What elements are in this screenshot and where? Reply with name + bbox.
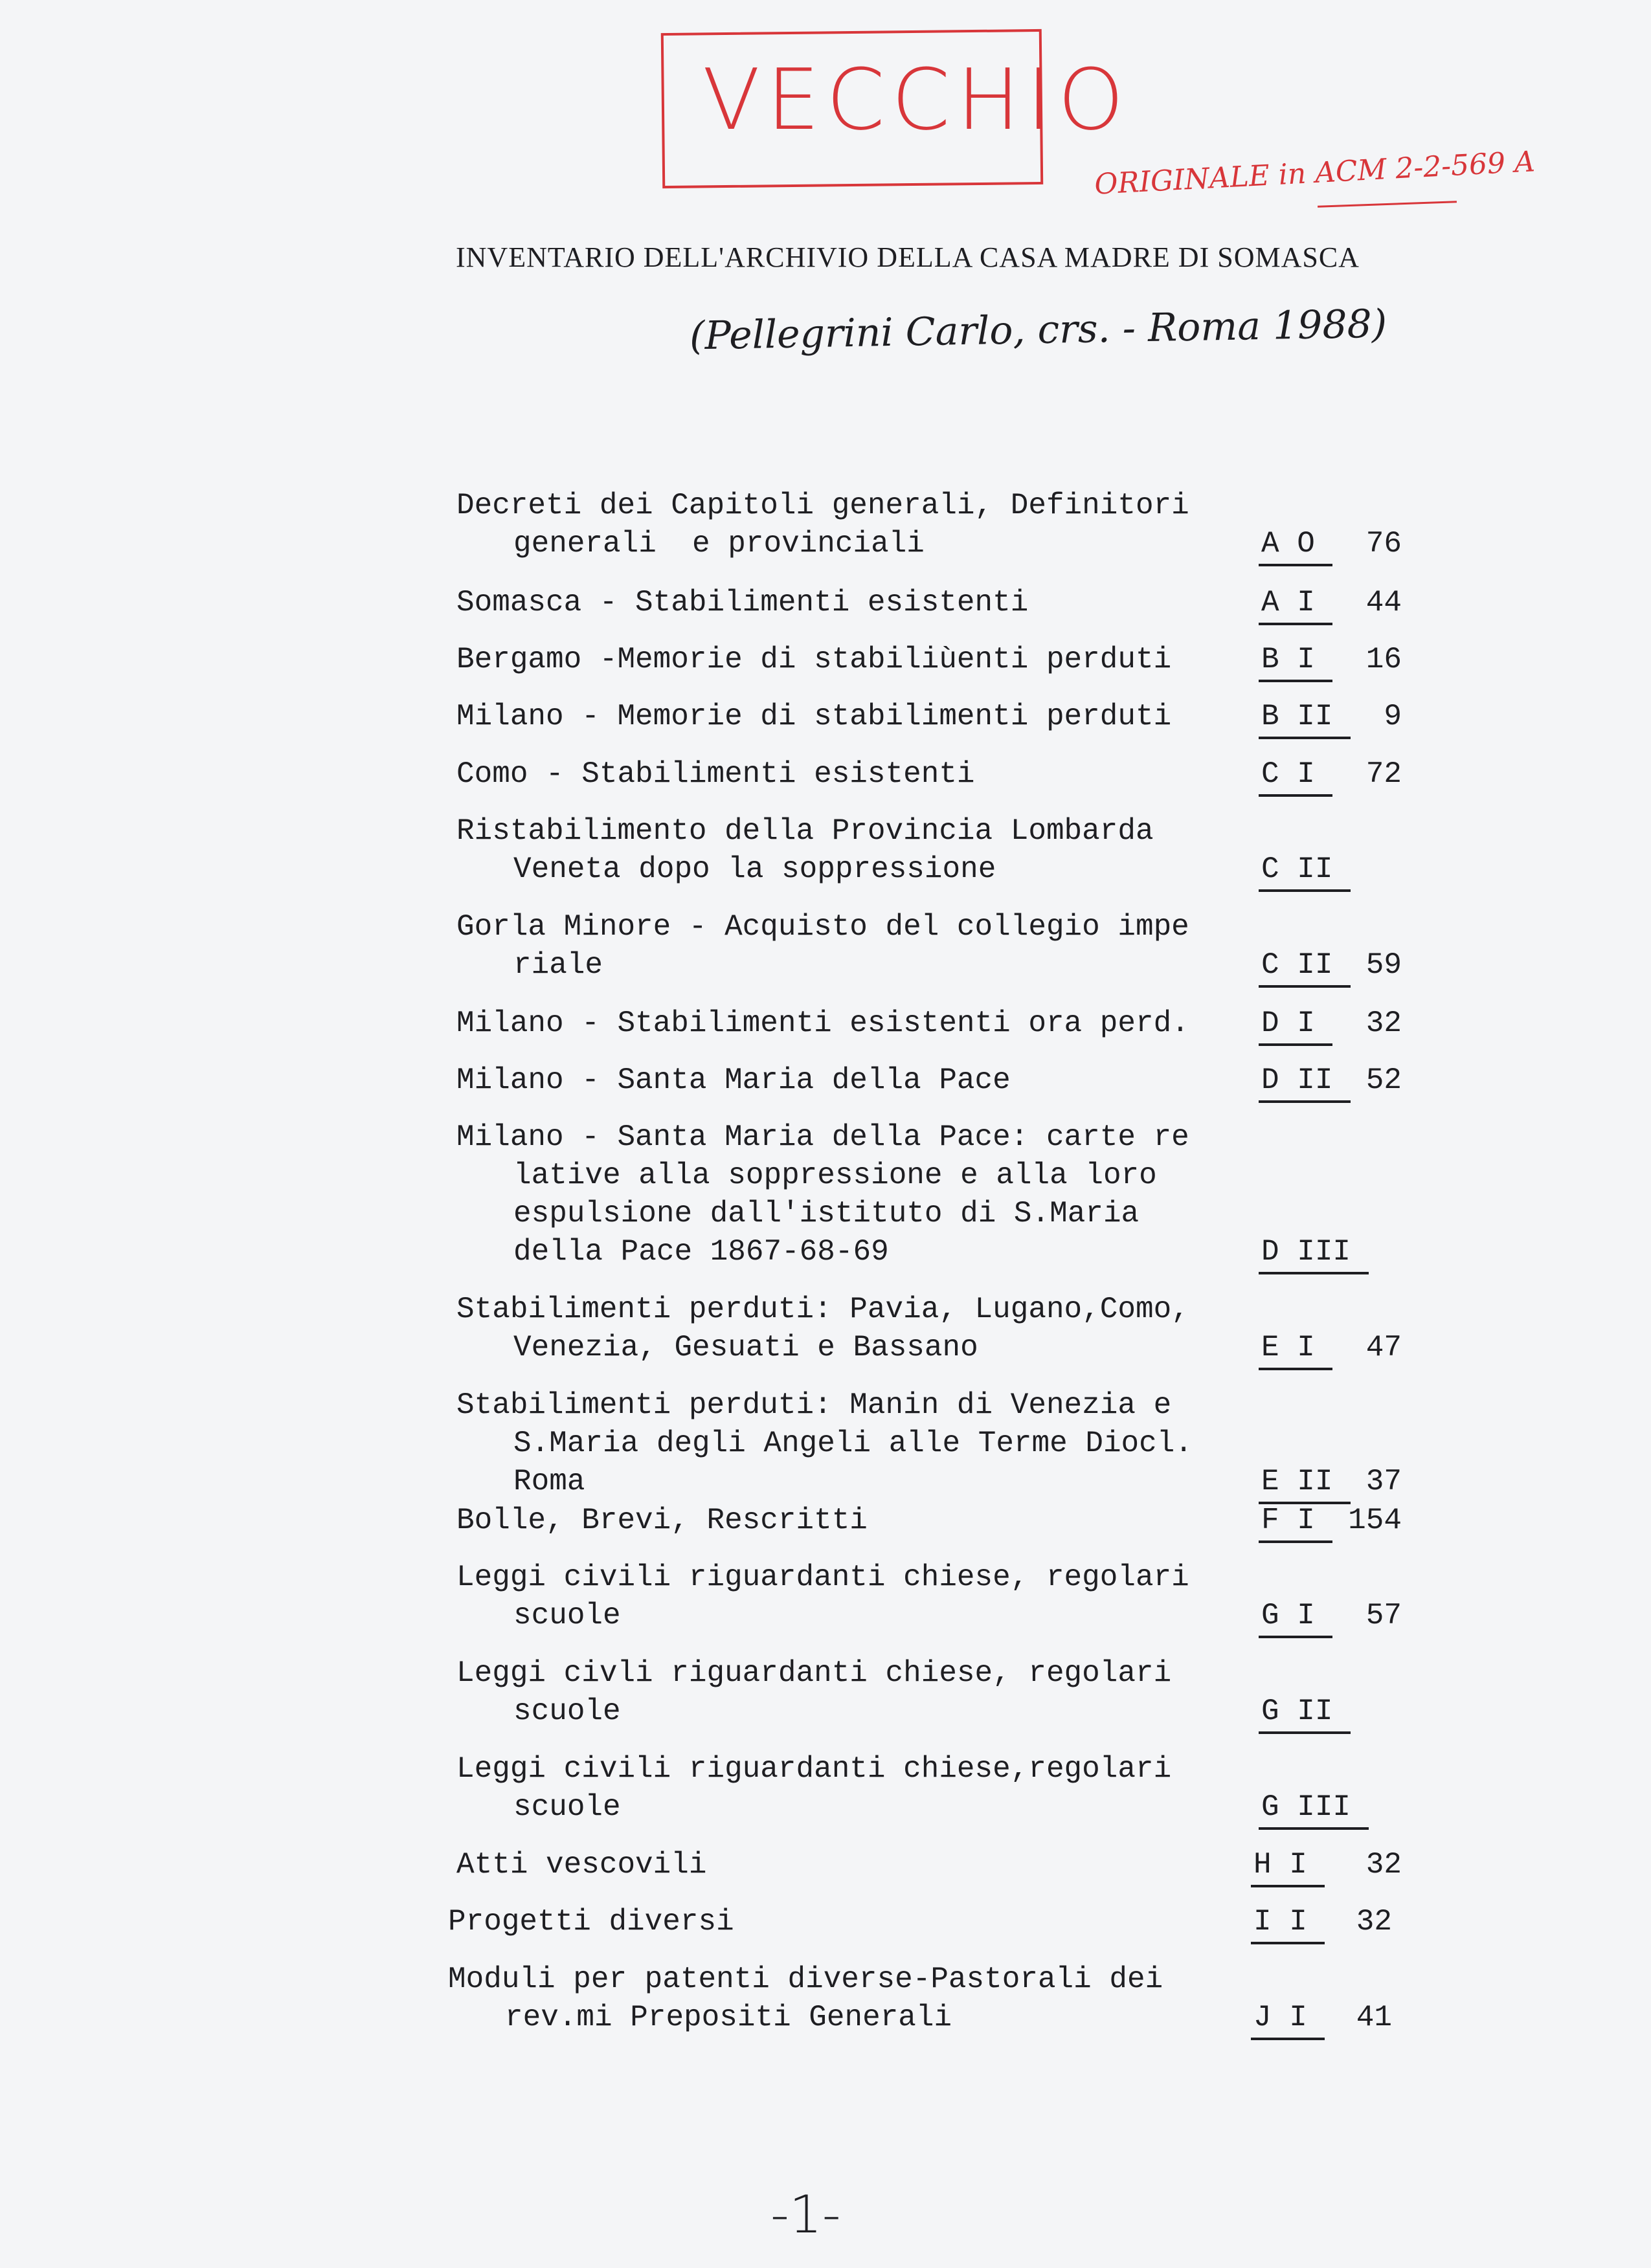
entry-code-underline: [1259, 1043, 1332, 1046]
entry-code-underline: [1259, 680, 1332, 682]
entry-description-line: Gorla Minore - Acquisto del collegio impe: [456, 910, 1189, 944]
entry-code: B I: [1261, 643, 1315, 676]
entry-number: 57: [1365, 1599, 1402, 1632]
entry-description: [456, 584, 1269, 622]
document-title: INVENTARIO DELL'ARCHIVIO DELLA CASA MADRE DI SOMASCA: [456, 241, 1360, 273]
entry-code-underline: [1251, 1885, 1325, 1887]
entry-description: [456, 1062, 1269, 1100]
entry-description-line: Bolle, Brevi, Rescritti: [456, 1504, 868, 1537]
entry-description: [456, 755, 1269, 794]
entry-description: [456, 812, 1269, 889]
entry-description-line: Moduli per patenti diverse-Pastorali dei: [448, 1962, 1163, 1996]
entry-description: [448, 1961, 1261, 2037]
entry-description: [456, 908, 1269, 984]
entry-code: E II: [1261, 1465, 1333, 1498]
entry-code-underline: [1259, 564, 1332, 566]
entry-code-underline: [1251, 2038, 1325, 2040]
entry-description-line: Stabilimenti perduti: Pavia, Lugano,Como,: [456, 1293, 1189, 1326]
entry-code-underline: [1259, 1272, 1369, 1274]
entry-code-underline: [1259, 1100, 1351, 1103]
entry-description-line: S.Maria degli Angeli alle Terme Diocl.: [513, 1427, 1193, 1460]
entry-description-line: Decreti dei Capitoli generali, Definitori: [456, 489, 1189, 522]
entry-code: D III: [1261, 1235, 1351, 1269]
entry-description-line: Somasca - Stabilimenti esistenti: [456, 586, 1029, 619]
entry-number: 32: [1365, 1006, 1402, 1040]
entry-code: G III: [1261, 1790, 1351, 1824]
entry-code: C II: [1261, 948, 1333, 982]
entry-number: 37: [1365, 1465, 1402, 1498]
entry-description-line: Atti vescovili: [456, 1848, 707, 1882]
page-number: -1-: [770, 2185, 841, 2245]
entry-description-line: Leggi civili riguardanti chiese, regolari: [456, 1561, 1189, 1594]
entry-description: [456, 1291, 1269, 1367]
entry-code-underline: [1259, 889, 1351, 892]
entry-code-underline: [1259, 1827, 1369, 1830]
entry-code-underline: [1259, 1636, 1332, 1638]
entry-description-line: lative alla soppressione e alla loro: [513, 1159, 1157, 1192]
entry-code-underline: [1259, 1731, 1351, 1734]
entry-description-line: espulsione dall'istituto di S.Maria: [513, 1197, 1140, 1230]
entry-code: A I: [1261, 586, 1315, 619]
entry-number: 44: [1365, 586, 1402, 619]
entry-description: [456, 1118, 1269, 1271]
entry-number: 59: [1365, 948, 1402, 982]
entry-code: E I: [1261, 1331, 1315, 1364]
entry-code: G II: [1261, 1695, 1333, 1728]
entry-code: F I: [1261, 1504, 1315, 1537]
entry-description: [456, 698, 1269, 736]
entry-code-underline: [1259, 1540, 1332, 1543]
entry-number: 76: [1365, 527, 1402, 561]
entry-number: 16: [1365, 643, 1402, 676]
entry-description-line: scuole: [513, 1790, 621, 1824]
entry-code-underline: [1259, 1368, 1332, 1370]
entry-code: C I: [1261, 757, 1315, 791]
entry-description-line: Bergamo -Memorie di stabiliùenti perduti: [456, 643, 1172, 676]
entry-description-line: Leggi civili riguardanti chiese,regolari: [456, 1752, 1172, 1786]
entry-description-line: Milano - Memorie di stabilimenti perduti: [456, 700, 1172, 733]
entry-description-line: scuole: [513, 1599, 621, 1632]
entry-code-underline: [1259, 623, 1332, 625]
entry-description: [456, 1502, 1269, 1540]
entry-description-line: scuole: [513, 1695, 621, 1728]
entry-description: [448, 1903, 1261, 1941]
entry-description: [456, 487, 1269, 563]
entry-code-underline: [1259, 737, 1351, 739]
entry-description: [456, 1654, 1269, 1731]
entry-code-underline: [1259, 794, 1332, 797]
entry-number: 154: [1348, 1504, 1402, 1537]
entry-description-line: Milano - Santa Maria della Pace: carte re: [456, 1120, 1189, 1154]
entry-description-line: Como - Stabilimenti esistenti: [456, 757, 975, 791]
entry-code-underline: [1259, 985, 1351, 988]
archive-note-underline: [1318, 201, 1457, 208]
entry-description-line: rev.mi Prepositi Generali: [505, 2001, 952, 2034]
entry-description: [456, 1750, 1269, 1827]
entry-number: 72: [1365, 757, 1402, 791]
entry-description: [456, 1386, 1269, 1501]
entry-description-line: generali e provinciali: [513, 527, 925, 561]
entry-description-line: della Pace 1867-68-69: [513, 1235, 889, 1269]
entry-description-line: Leggi civli riguardanti chiese, regolari: [456, 1656, 1172, 1690]
entry-description-line: Milano - Stabilimenti esistenti ora perd.: [456, 1006, 1189, 1040]
entry-description-line: Veneta dopo la soppressione: [513, 852, 996, 886]
entry-code: H I: [1253, 1848, 1307, 1882]
entry-description-line: riale: [513, 948, 603, 982]
entry-code: J I: [1253, 2001, 1307, 2034]
entry-description-line: Venezia, Gesuati e Bassano: [513, 1331, 978, 1364]
entry-number: 47: [1365, 1331, 1402, 1364]
entry-number: 32: [1356, 1905, 1392, 1939]
entry-description: [456, 1846, 1269, 1884]
entry-description: [456, 641, 1269, 679]
entry-description: [456, 1559, 1269, 1635]
entry-code: B II: [1261, 700, 1333, 733]
entry-code: D II: [1261, 1063, 1333, 1097]
archive-note: ORIGINALE in ACM 2-2-569 A: [1094, 145, 1536, 201]
entry-code-underline: [1251, 1942, 1325, 1944]
entry-description-line: Milano - Santa Maria della Pace: [456, 1063, 1011, 1097]
entry-code: D I: [1261, 1006, 1315, 1040]
entry-number: 52: [1365, 1063, 1402, 1097]
author-note: (Pellegrini Carlo, crs. - Roma 1988): [689, 301, 1387, 359]
entry-number: 9: [1384, 700, 1402, 733]
entry-description-line: Stabilimenti perduti: Manin di Venezia e: [456, 1388, 1172, 1422]
stamp-text: VECCHIO: [702, 50, 1131, 149]
entry-code: C II: [1261, 852, 1333, 886]
entry-description: [456, 1005, 1269, 1043]
entry-code: A O: [1261, 527, 1315, 561]
entry-description-line: Roma: [513, 1465, 585, 1498]
entry-description-line: Ristabilimento della Provincia Lombarda: [456, 814, 1154, 848]
entry-number: 32: [1365, 1848, 1402, 1882]
entry-code: G I: [1261, 1599, 1315, 1632]
entry-description-line: Progetti diversi: [448, 1905, 734, 1939]
entry-number: 41: [1356, 2001, 1392, 2034]
entry-code: I I: [1253, 1905, 1307, 1939]
